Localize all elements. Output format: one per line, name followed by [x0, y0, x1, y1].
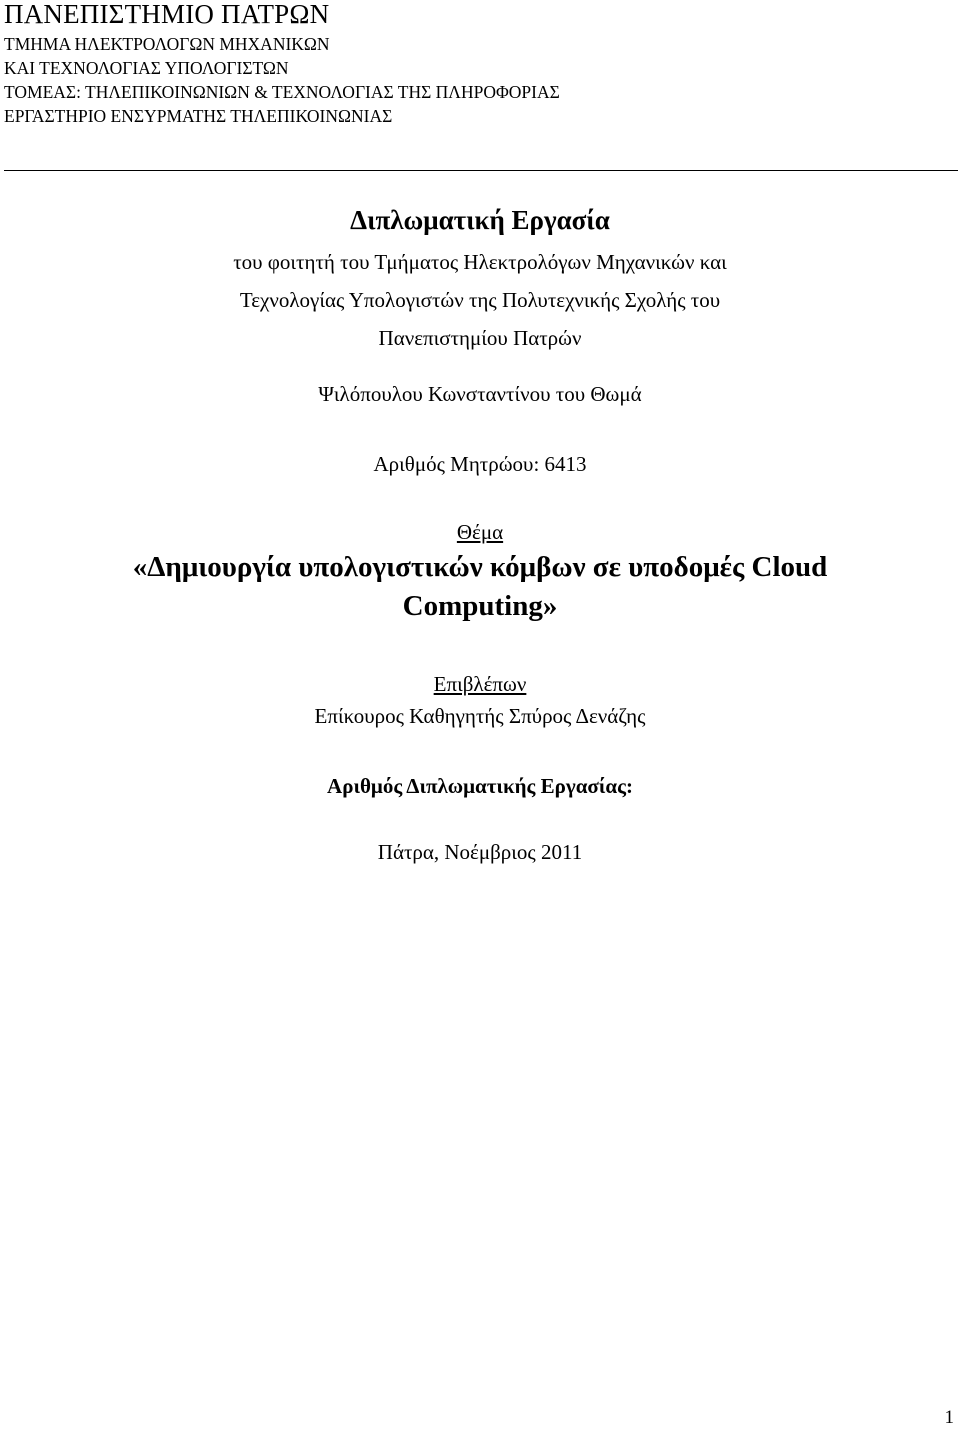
university-name: ΠΑΝΕΠΙΣΤΗΜΙΟ ΠΑΤΡΩΝ: [4, 0, 330, 29]
place-date: Πάτρα, Νοέμβριος 2011: [377, 840, 583, 864]
thesis-number-label: Αριθμός Διπλωματικής Εργασίας:: [327, 774, 633, 798]
sector-line: ΤΟΜΕΑΣ: ΤΗΛΕΠΙΚΟΙΝΩΝΙΩΝ & ΤΕΧΝΟΛΟΓΙΑΣ ΤΗΣ ΠΛΗΡΟΦΟΡΙΑΣ: [4, 82, 560, 102]
supervisor-label: [0, 668, 960, 700]
supervisor-label-text: Επιβλέπων: [433, 672, 527, 696]
department-line-2: ΚΑΙ ΤΕΧΝΟΛΟΓΙΑΣ ΥΠΟΛΟΓΙΣΤΩΝ: [4, 58, 289, 78]
registration-number: Αριθμός Μητρώου: 6413: [373, 452, 587, 476]
topic-title-line-2: Computing»: [402, 590, 558, 622]
supervisor-name: Επίκουρος Καθηγητής Σπύρος Δενάζης: [314, 704, 646, 728]
page-number: 1: [944, 1407, 954, 1428]
topic-label-text: Θέμα: [456, 520, 504, 544]
header-block: [4, 0, 954, 128]
description-line-2: Τεχνολογίας Υπολογιστών της Πολυτεχνικής Σχολής του: [239, 288, 721, 312]
topic-title: [0, 548, 960, 626]
description-line-1: του φοιτητή του Τμήματος Ηλεκτρολόγων Μηχανικών και: [233, 250, 727, 274]
lab-line: ΕΡΓΑΣΤΗΡΙΟ ΕΝΣΥΡΜΑΤΗΣ ΤΗΛΕΠΙΚΟΙΝΩΝΙΑΣ: [4, 106, 393, 126]
topic-title-line-1: «Δημιουργία υπολογιστικών κόμβων σε υποδομές Cloud: [132, 551, 828, 583]
department-line-1: ΤΜΗΜΑ ΗΛΕΚΤΡΟΛΟΓΩΝ ΜΗΧΑΝΙΚΩΝ: [4, 34, 330, 54]
description-paragraph: [0, 243, 960, 357]
description-line-3: Πανεπιστημίου Πατρών: [378, 326, 582, 350]
student-name: Ψιλόπουλου Κωνσταντίνου του Θωμά: [318, 382, 642, 406]
header-divider: [4, 170, 958, 171]
topic-label: [0, 516, 960, 548]
document-title: Διπλωματική Εργασία: [350, 205, 610, 235]
